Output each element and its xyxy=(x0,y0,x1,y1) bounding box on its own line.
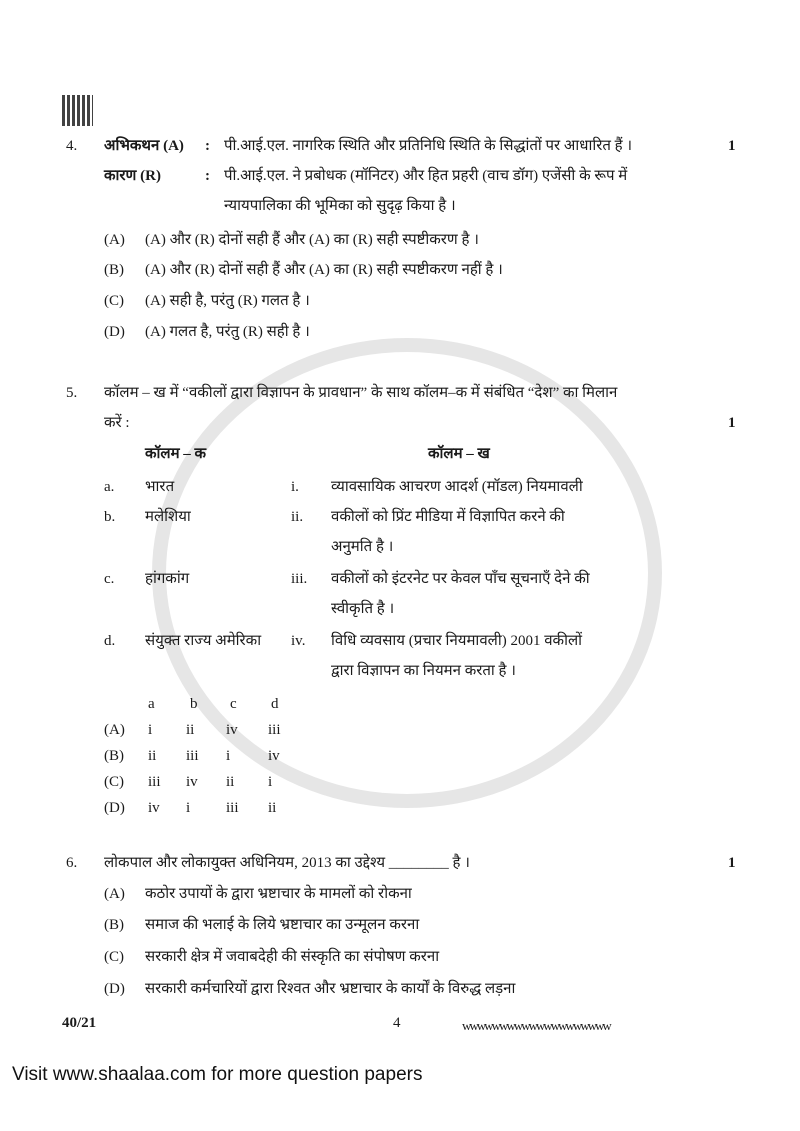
column-a-header: कॉलम – क xyxy=(145,446,207,462)
answer-option-value: iv xyxy=(186,774,198,790)
answer-option-value: ii xyxy=(186,722,195,738)
answer-header: a xyxy=(148,696,155,712)
q6-option-label: (C) xyxy=(104,949,124,965)
paper-code: 40/21 xyxy=(62,1015,97,1031)
match-key: a. xyxy=(104,479,115,495)
match-provision: व्यावसायिक आचरण आदर्श (मॉडल) नियमावली xyxy=(331,479,583,495)
match-key: c. xyxy=(104,571,115,587)
match-provision: विधि व्यवसाय (प्रचार नियमावली) 2001 वकीलों xyxy=(331,633,583,649)
q4-colon: : xyxy=(205,138,210,154)
match-country: भारत xyxy=(145,479,175,495)
match-roman: i. xyxy=(291,479,299,495)
match-key: d. xyxy=(104,633,116,649)
answer-option-label: (D) xyxy=(104,800,125,816)
match-provision: वकीलों को इंटरनेट पर केवल पाँच सूचनाएँ देने की xyxy=(331,571,590,587)
match-country: हांगकांग xyxy=(145,571,190,587)
q4-marks: 1 xyxy=(728,138,736,154)
answer-option-value: ii xyxy=(226,774,235,790)
q4-option-text: (A) सही है, परंतु (R) गलत है । xyxy=(145,293,310,309)
page-number: 4 xyxy=(393,1015,401,1031)
wave-decoration: wwwwwwwwwwwwwwwwwwww xyxy=(462,1018,610,1033)
visit-link[interactable]: Visit www.shaalaa.com for more question papers xyxy=(12,1064,423,1085)
column-b-header: कॉलम – ख xyxy=(428,446,490,462)
q6-text: लोकपाल और लोकायुक्त अधिनियम, 2013 का उद्देश्य ________ है । xyxy=(104,855,470,871)
answer-option-value: iv xyxy=(148,800,160,816)
q6-marks: 1 xyxy=(728,855,736,871)
q5-marks: 1 xyxy=(728,415,736,431)
match-roman: iii. xyxy=(291,571,308,587)
q5-text: करें : xyxy=(104,415,130,431)
q6-option-label: (A) xyxy=(104,886,125,902)
match-provision: अनुमति है । xyxy=(331,539,394,555)
q4-assertion-label: अभिकथन (A) xyxy=(104,138,184,154)
answer-option-label: (A) xyxy=(104,722,125,738)
match-country: मलेशिया xyxy=(145,509,191,525)
match-provision: वकीलों को प्रिंट मीडिया में विज्ञापित करने की xyxy=(331,509,565,525)
match-country: संयुक्त राज्य अमेरिका xyxy=(145,633,262,649)
q4-colon: : xyxy=(205,168,210,184)
q6-option-text: सरकारी क्षेत्र में जवाबदेही की संस्कृति का संपोषण करना xyxy=(145,949,440,965)
q4-option-label: (C) xyxy=(104,293,124,309)
q4-reason-label: कारण (R) xyxy=(104,168,161,184)
answer-option-value: i xyxy=(226,748,231,764)
match-roman: iv. xyxy=(291,633,306,649)
q6-option-text: सरकारी कर्मचारियों द्वारा रिश्वत और भ्रष्टाचार के कार्यों के विरुद्ध लड़ना xyxy=(145,981,516,997)
answer-option-value: iii xyxy=(148,774,161,790)
q4-option-label: (A) xyxy=(104,232,125,248)
q6-option-text: कठोर उपायों के द्वारा भ्रष्टाचार के मामलों को रोकना xyxy=(145,886,412,902)
q4-option-text: (A) और (R) दोनों सही हैं और (A) का (R) सही स्पष्टीकरण है । xyxy=(145,232,479,248)
answer-option-label: (B) xyxy=(104,748,124,764)
q4-option-text: (A) गलत है, परंतु (R) सही है । xyxy=(145,324,310,340)
answer-option-value: i xyxy=(268,774,273,790)
qr-code-icon xyxy=(62,95,93,126)
q6-number: 6. xyxy=(66,855,78,871)
answer-option-value: i xyxy=(186,800,191,816)
answer-option-label: (C) xyxy=(104,774,124,790)
answer-header: d xyxy=(271,696,279,712)
q4-assertion-text: पी.आई.एल. नागरिक स्थिति और प्रतिनिधि स्थिति के सिद्धांतों पर आधारित हैं । xyxy=(224,138,633,154)
answer-header: c xyxy=(230,696,237,712)
match-roman: ii. xyxy=(291,509,304,525)
q6-option-label: (B) xyxy=(104,917,124,933)
answer-option-value: iii xyxy=(226,800,239,816)
match-key: b. xyxy=(104,509,116,525)
q4-reason-text: पी.आई.एल. ने प्रबोधक (मॉनिटर) और हित प्रहरी (वाच डॉग) एजेंसी के रूप में xyxy=(224,168,628,184)
answer-option-value: i xyxy=(148,722,153,738)
answer-option-value: iv xyxy=(226,722,238,738)
q4-option-text: (A) और (R) दोनों सही हैं और (A) का (R) सही स्पष्टीकरण नहीं है । xyxy=(145,262,503,278)
q5-number: 5. xyxy=(66,385,78,401)
answer-option-value: ii xyxy=(268,800,277,816)
answer-option-value: iii xyxy=(186,748,199,764)
q4-number: 4. xyxy=(66,138,78,154)
q4-reason-text: न्यायपालिका की भूमिका को सुदृढ़ किया है । xyxy=(224,198,456,214)
match-provision: द्वारा विज्ञापन का नियमन करता है । xyxy=(331,663,516,679)
answer-header: b xyxy=(190,696,198,712)
answer-option-value: iii xyxy=(268,722,281,738)
q6-option-text: समाज की भलाई के लिये भ्रष्टाचार का उन्मूलन करना xyxy=(145,917,420,933)
q6-option-label: (D) xyxy=(104,981,125,997)
answer-option-value: iv xyxy=(268,748,280,764)
q5-text: कॉलम – ख में “वकीलों द्वारा विज्ञापन के प्रावधान” के साथ कॉलम–क में संबंधित “देश” का मिलान xyxy=(104,385,618,401)
answer-option-value: ii xyxy=(148,748,157,764)
q4-option-label: (B) xyxy=(104,262,124,278)
q4-option-label: (D) xyxy=(104,324,125,340)
match-provision: स्वीकृति है । xyxy=(331,601,395,617)
